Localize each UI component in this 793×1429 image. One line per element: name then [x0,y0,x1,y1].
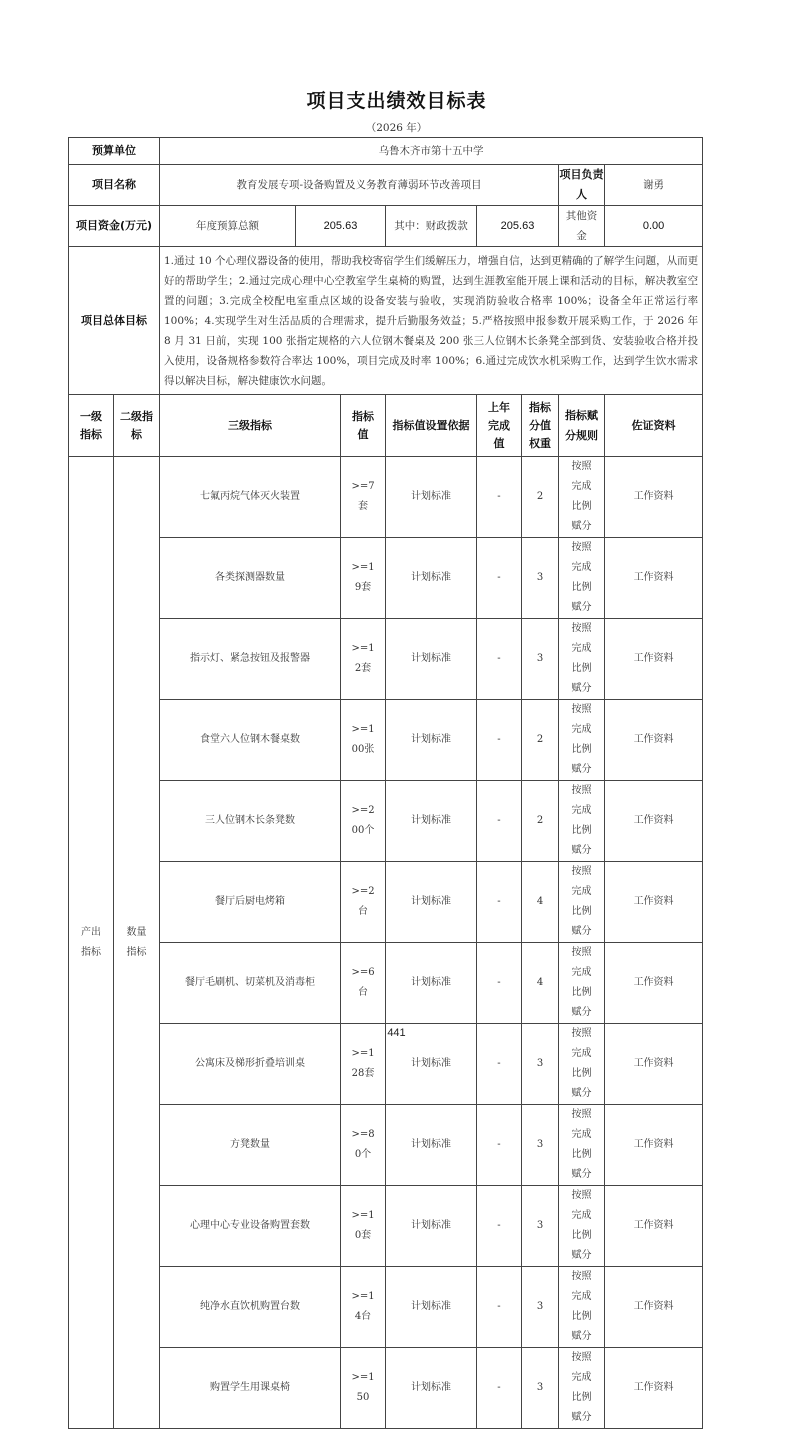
indicator-basis: 计划标准 [386,619,477,700]
header-basis: 指标值设置依据 [386,395,477,457]
indicator-name: 七氟丙烷气体灭火装置 [160,457,341,538]
indicator-basis: 计划标准 [386,700,477,781]
indicator-last-year: - [477,538,522,619]
indicator-name: 指示灯、紧急按钮及报警器 [160,619,341,700]
annual-total-value: 205.63 [296,206,386,247]
indicator-rule: 按照完成比例赋分 [559,943,605,1024]
indicator-value: >=128套 [341,1024,386,1105]
indicator-name: 三人位钢木长条凳数 [160,781,341,862]
indicator-name: 心理中心专业设备购置套数 [160,1186,341,1267]
indicator-evidence: 工作资料 [605,943,703,1024]
indicator-name: 餐厅后厨电烤箱 [160,862,341,943]
indicator-basis: 计划标准 [386,1024,477,1105]
indicator-evidence: 工作资料 [605,538,703,619]
table-row [69,781,703,862]
indicator-last-year: - [477,457,522,538]
indicator-basis: 计划标准 [386,538,477,619]
indicator-evidence: 工作资料 [605,1105,703,1186]
goal-label: 项目总体目标 [69,247,160,395]
indicator-evidence: 工作资料 [605,700,703,781]
indicator-value: >=7套 [341,457,386,538]
other-funds-label: 其他资金 [559,206,605,247]
fiscal-label: 其中：财政拨款 [386,206,477,247]
indicator-evidence: 工作资料 [605,1267,703,1348]
header-level3: 三级指标 [160,395,341,457]
indicator-name: 方凳数量 [160,1105,341,1186]
indicator-weight: 2 [522,457,559,538]
indicator-last-year: - [477,781,522,862]
project-name-row [69,165,703,206]
indicator-rule: 按照完成比例赋分 [559,619,605,700]
indicator-value: >=19套 [341,538,386,619]
indicator-rule: 按照完成比例赋分 [559,538,605,619]
other-funds-value: 0.00 [605,206,703,247]
project-name-label: 项目名称 [69,165,160,206]
indicator-rule: 按照完成比例赋分 [559,700,605,781]
indicator-rule: 按照完成比例赋分 [559,781,605,862]
indicator-name: 餐厅毛刷机、切菜机及消毒柜 [160,943,341,1024]
indicator-value: >=6台 [341,943,386,1024]
indicator-weight: 3 [522,619,559,700]
fund-row [69,206,703,247]
indicator-rule: 按照完成比例赋分 [559,1105,605,1186]
table-row [69,538,703,619]
indicator-last-year: - [477,1105,522,1186]
indicator-last-year: - [477,1267,522,1348]
indicator-name: 各类探测器数量 [160,538,341,619]
budget-unit-row [69,138,703,165]
indicator-evidence: 工作资料 [605,781,703,862]
indicator-basis: 计划标准 [386,862,477,943]
indicator-basis: 计划标准 [386,1267,477,1348]
indicator-value: >=80个 [341,1105,386,1186]
indicator-value: >=150 [341,1348,386,1429]
indicator-name: 购置学生用课桌椅 [160,1348,341,1429]
indicator-last-year: - [477,619,522,700]
table-row [69,700,703,781]
indicator-last-year: - [477,1348,522,1429]
level1-cell: 产出指标 [69,457,114,1429]
level2-cell: 数量指标 [114,457,160,1429]
indicator-basis: 计划标准 [386,1348,477,1429]
indicator-value: >=10套 [341,1186,386,1267]
indicator-weight: 4 [522,943,559,1024]
header-rule: 指标赋分规则 [559,395,605,457]
indicator-weight: 3 [522,1186,559,1267]
indicator-basis: 计划标准 [386,457,477,538]
owner-value: 谢勇 [605,165,703,206]
header-evidence: 佐证资料 [605,395,703,457]
indicator-rule: 按照完成比例赋分 [559,862,605,943]
year-label: （2026 年） [365,122,428,134]
fiscal-value: 205.63 [477,206,559,247]
table-row [69,619,703,700]
indicator-rule: 按照完成比例赋分 [559,1024,605,1105]
indicator-weight: 2 [522,781,559,862]
indicator-weight: 2 [522,700,559,781]
indicator-evidence: 工作资料 [605,1348,703,1429]
indicator-evidence: 工作资料 [605,1024,703,1105]
indicator-value: >=12套 [341,619,386,700]
page-title: 项目支出绩效目标表 [306,90,487,112]
indicator-weight: 3 [522,1267,559,1348]
budget-unit-value: 乌鲁木齐市第十五中学 [160,138,703,165]
indicator-rule: 按照完成比例赋分 [559,1267,605,1348]
indicator-basis: 计划标准 [386,1186,477,1267]
indicator-evidence: 工作资料 [605,457,703,538]
table-row [69,1267,703,1348]
indicator-last-year: - [477,862,522,943]
indicator-evidence: 工作资料 [605,862,703,943]
indicator-rule: 按照完成比例赋分 [559,457,605,538]
table-row [69,862,703,943]
annual-total-label: 年度预算总额 [160,206,296,247]
indicator-name: 公寓床及梯形折叠培训桌 [160,1024,341,1105]
indicator-rule: 按照完成比例赋分 [559,1348,605,1429]
budget-unit-label: 预算单位 [69,138,160,165]
header-level1: 一级指标 [69,395,114,457]
owner-label: 项目负责人 [559,165,605,206]
project-name-value: 教育发展专项-设备购置及义务教育薄弱环节改善项目 [160,165,559,206]
indicator-rule: 按照完成比例赋分 [559,1186,605,1267]
header-value: 指标值 [341,395,386,457]
table-row [69,457,703,538]
table-row [69,1105,703,1186]
indicator-name: 纯净水直饮机购置台数 [160,1267,341,1348]
indicator-last-year: - [477,1024,522,1105]
indicator-weight: 3 [522,538,559,619]
goal-row [69,247,703,395]
indicator-last-year: - [477,1186,522,1267]
indicator-weight: 3 [522,1105,559,1186]
indicator-name: 食堂六人位钢木餐桌数 [160,700,341,781]
indicator-basis: 计划标准 [386,1105,477,1186]
header-weight: 指标分值权重 [522,395,559,457]
table-row [69,1186,703,1267]
indicator-value: >=2台 [341,862,386,943]
indicator-last-year: - [477,943,522,1024]
indicator-weight: 3 [522,1024,559,1105]
fund-label: 项目资金(万元) [69,206,160,247]
performance-table [68,137,703,1429]
header-level2: 二级指标 [114,395,160,457]
indicator-value: >=100张 [341,700,386,781]
indicator-basis: 计划标准 [386,781,477,862]
table-row [69,943,703,1024]
indicator-value: >=14台 [341,1267,386,1348]
page-number: 441 [387,1027,406,1039]
header-last-year: 上年完成值 [477,395,522,457]
header-row [69,395,703,457]
indicator-value: >=200个 [341,781,386,862]
indicator-weight: 3 [522,1348,559,1429]
indicator-basis: 计划标准 [386,943,477,1024]
indicator-weight: 4 [522,862,559,943]
goal-text: 1.通过 10 个心理仪器设备的使用，帮助我校寄宿学生们缓解压力，增强自信，达到更精确的了解学生问题，从而更好的帮助学生；2.通过完成心理中心空教室学生桌椅的购置，达到生涯教室能开展上课和活动的目标，解决教室空置的问题；3.完成全校配电室重点区域的设备安装与验收，实现消防验收合格率 100%；设备全年正常运行率 100%；4.实现学生对生活品质的合理需求，提升后勤服务效益；5.严格按照申报参数开展采购工作，于 2026 年 8 月 31 日前，实现 100 张指定规格的六人位钢木餐桌及 200 张三人位钢木长条凳全部到货、安装验收合格并投入使用，设备规格参数符合率达 100%，项目完成及时率 100%；6.通过完成饮水机采购工作，达到学生饮水需求得以解决目标，解决健康饮水问题。 [160,247,703,395]
indicator-evidence: 工作资料 [605,1186,703,1267]
indicator-evidence: 工作资料 [605,619,703,700]
table-row [69,1348,703,1429]
indicator-last-year: - [477,700,522,781]
